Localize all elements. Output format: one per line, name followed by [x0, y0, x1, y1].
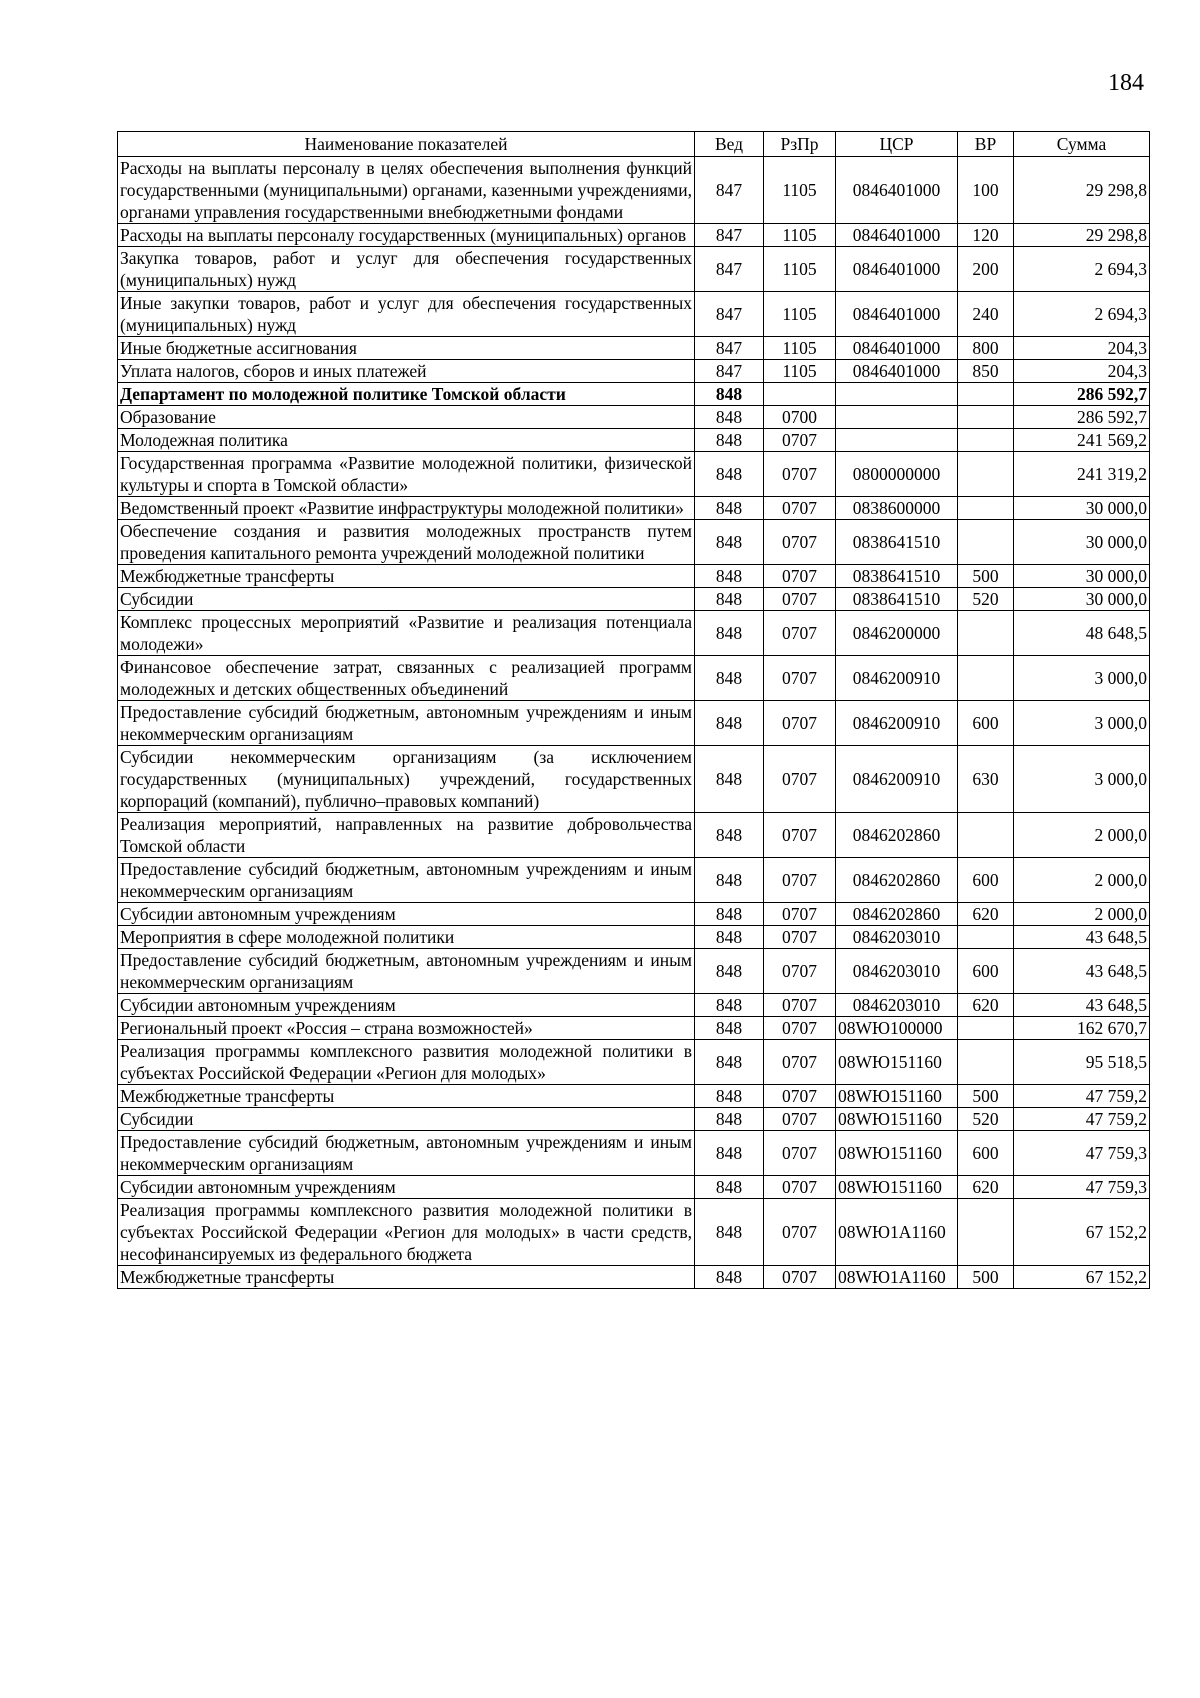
- row-sum-cell: 48 648,5: [1014, 611, 1150, 656]
- table-row: [118, 949, 1150, 994]
- row-sum-cell: 47 759,3: [1014, 1131, 1150, 1176]
- row-ved-cell: 848: [695, 926, 764, 949]
- row-rzpr-cell: 0707: [764, 452, 836, 497]
- row-name-cell: Иные бюджетные ассигнования: [118, 337, 695, 360]
- row-vr-cell: 800: [958, 337, 1014, 360]
- row-rzpr-cell: 0707: [764, 1085, 836, 1108]
- row-ved-cell: 848: [695, 1131, 764, 1176]
- table-row: [118, 1085, 1150, 1108]
- row-vr-cell: [958, 1017, 1014, 1040]
- row-csr-cell: 0846401000: [836, 224, 958, 247]
- row-name-cell: Департамент по молодежной политике Томской области: [118, 383, 695, 406]
- row-vr-cell: 600: [958, 949, 1014, 994]
- row-rzpr-cell: 0707: [764, 497, 836, 520]
- table-row: [118, 565, 1150, 588]
- row-rzpr-cell: 0707: [764, 520, 836, 565]
- row-name-cell: Субсидии: [118, 588, 695, 611]
- row-rzpr-cell: 0707: [764, 1040, 836, 1085]
- row-csr-cell: 0846401000: [836, 157, 958, 224]
- row-rzpr-cell: 1105: [764, 247, 836, 292]
- row-vr-cell: [958, 383, 1014, 406]
- row-name-cell: Государственная программа «Развитие молодежной политики, физической культуры и спорта в Томской области»: [118, 452, 695, 497]
- row-name-cell: Межбюджетные трансферты: [118, 1085, 695, 1108]
- row-ved-cell: 848: [695, 497, 764, 520]
- row-ved-cell: 848: [695, 565, 764, 588]
- row-ved-cell: 848: [695, 858, 764, 903]
- row-rzpr-cell: 0707: [764, 1108, 836, 1131]
- row-ved-cell: 848: [695, 1266, 764, 1289]
- row-ved-cell: 847: [695, 157, 764, 224]
- row-name-cell: Реализация мероприятий, направленных на развитие добровольчества Томской области: [118, 813, 695, 858]
- row-csr-cell: 0838641510: [836, 565, 958, 588]
- table-row: [118, 247, 1150, 292]
- row-name-cell: Ведомственный проект «Развитие инфраструктуры молодежной политики»: [118, 497, 695, 520]
- row-ved-cell: 848: [695, 383, 764, 406]
- row-rzpr-cell: 0707: [764, 1131, 836, 1176]
- row-name-cell: Закупка товаров, работ и услуг для обеспечения государственных (муниципальных) нужд: [118, 247, 695, 292]
- budget-table: [117, 131, 1150, 1289]
- row-ved-cell: 848: [695, 903, 764, 926]
- column-header-sum: Сумма: [1014, 132, 1150, 157]
- row-vr-cell: [958, 520, 1014, 565]
- table-row: [118, 656, 1150, 701]
- column-header-name: Наименование показателей: [118, 132, 695, 157]
- row-sum-cell: 47 759,2: [1014, 1108, 1150, 1131]
- row-rzpr-cell: 0707: [764, 1176, 836, 1199]
- table-row: [118, 520, 1150, 565]
- row-ved-cell: 847: [695, 337, 764, 360]
- row-rzpr-cell: 0707: [764, 903, 836, 926]
- row-vr-cell: 500: [958, 1266, 1014, 1289]
- row-sum-cell: 286 592,7: [1014, 406, 1150, 429]
- row-name-cell: Субсидии автономным учреждениям: [118, 994, 695, 1017]
- row-name-cell: Мероприятия в сфере молодежной политики: [118, 926, 695, 949]
- row-rzpr-cell: 0707: [764, 949, 836, 994]
- row-name-cell: Межбюджетные трансферты: [118, 565, 695, 588]
- row-ved-cell: 847: [695, 247, 764, 292]
- table-row: [118, 1176, 1150, 1199]
- row-sum-cell: 67 152,2: [1014, 1266, 1150, 1289]
- row-sum-cell: 29 298,8: [1014, 224, 1150, 247]
- row-csr-cell: 0846401000: [836, 292, 958, 337]
- row-sum-cell: 30 000,0: [1014, 565, 1150, 588]
- row-rzpr-cell: [764, 383, 836, 406]
- row-sum-cell: 2 000,0: [1014, 903, 1150, 926]
- row-vr-cell: [958, 497, 1014, 520]
- row-ved-cell: 847: [695, 360, 764, 383]
- table-row: [118, 588, 1150, 611]
- row-csr-cell: [836, 406, 958, 429]
- row-sum-cell: 43 648,5: [1014, 994, 1150, 1017]
- row-rzpr-cell: 0707: [764, 926, 836, 949]
- table-row: [118, 1131, 1150, 1176]
- row-vr-cell: 200: [958, 247, 1014, 292]
- row-rzpr-cell: 0707: [764, 994, 836, 1017]
- row-vr-cell: [958, 656, 1014, 701]
- row-ved-cell: 848: [695, 656, 764, 701]
- row-name-cell: Субсидии: [118, 1108, 695, 1131]
- row-csr-cell: 08WЮ1A1160: [836, 1266, 958, 1289]
- row-rzpr-cell: 0700: [764, 406, 836, 429]
- row-sum-cell: 2 694,3: [1014, 292, 1150, 337]
- row-vr-cell: 520: [958, 588, 1014, 611]
- row-name-cell: Предоставление субсидий бюджетным, автономным учреждениям и иным некоммерческим организациям: [118, 1131, 695, 1176]
- table-row: [118, 611, 1150, 656]
- row-sum-cell: 43 648,5: [1014, 949, 1150, 994]
- row-name-cell: Субсидии автономным учреждениям: [118, 903, 695, 926]
- row-vr-cell: 500: [958, 1085, 1014, 1108]
- row-sum-cell: 95 518,5: [1014, 1040, 1150, 1085]
- row-csr-cell: 0846202860: [836, 813, 958, 858]
- row-csr-cell: 0838600000: [836, 497, 958, 520]
- row-vr-cell: 600: [958, 858, 1014, 903]
- row-sum-cell: 47 759,3: [1014, 1176, 1150, 1199]
- row-sum-cell: 47 759,2: [1014, 1085, 1150, 1108]
- table-row: [118, 994, 1150, 1017]
- row-csr-cell: [836, 383, 958, 406]
- row-csr-cell: 0846401000: [836, 360, 958, 383]
- row-sum-cell: 241 569,2: [1014, 429, 1150, 452]
- row-vr-cell: [958, 1199, 1014, 1266]
- table-row: [118, 452, 1150, 497]
- table-row: [118, 813, 1150, 858]
- table-row: [118, 1108, 1150, 1131]
- row-ved-cell: 848: [695, 1108, 764, 1131]
- row-vr-cell: 600: [958, 1131, 1014, 1176]
- row-sum-cell: 286 592,7: [1014, 383, 1150, 406]
- row-vr-cell: 850: [958, 360, 1014, 383]
- row-sum-cell: 3 000,0: [1014, 746, 1150, 813]
- row-sum-cell: 67 152,2: [1014, 1199, 1150, 1266]
- row-rzpr-cell: 0707: [764, 611, 836, 656]
- row-vr-cell: 500: [958, 565, 1014, 588]
- row-csr-cell: 08WЮ151160: [836, 1085, 958, 1108]
- row-name-cell: Региональный проект «Россия – страна возможностей»: [118, 1017, 695, 1040]
- row-ved-cell: 848: [695, 611, 764, 656]
- row-csr-cell: 0846203010: [836, 949, 958, 994]
- row-vr-cell: 240: [958, 292, 1014, 337]
- row-csr-cell: 0846200000: [836, 611, 958, 656]
- column-header-rzpr: РзПр: [764, 132, 836, 157]
- row-csr-cell: 0846203010: [836, 926, 958, 949]
- row-rzpr-cell: 0707: [764, 1266, 836, 1289]
- row-name-cell: Иные закупки товаров, работ и услуг для обеспечения государственных (муниципальных) нужд: [118, 292, 695, 337]
- row-sum-cell: 204,3: [1014, 360, 1150, 383]
- row-ved-cell: 848: [695, 452, 764, 497]
- row-sum-cell: 2 694,3: [1014, 247, 1150, 292]
- row-ved-cell: 848: [695, 746, 764, 813]
- row-csr-cell: 0846200910: [836, 701, 958, 746]
- row-csr-cell: 08WЮ100000: [836, 1017, 958, 1040]
- row-sum-cell: 43 648,5: [1014, 926, 1150, 949]
- row-csr-cell: 0846203010: [836, 994, 958, 1017]
- row-ved-cell: 848: [695, 994, 764, 1017]
- row-sum-cell: 29 298,8: [1014, 157, 1150, 224]
- row-csr-cell: 08WЮ1A1160: [836, 1199, 958, 1266]
- row-rzpr-cell: 0707: [764, 858, 836, 903]
- row-csr-cell: 0846401000: [836, 247, 958, 292]
- column-header-ved: Вед: [695, 132, 764, 157]
- row-csr-cell: 08WЮ151160: [836, 1040, 958, 1085]
- table-row: [118, 1017, 1150, 1040]
- table-row: [118, 746, 1150, 813]
- row-vr-cell: [958, 813, 1014, 858]
- row-vr-cell: [958, 452, 1014, 497]
- row-name-cell: Расходы на выплаты персоналу государственных (муниципальных) органов: [118, 224, 695, 247]
- row-vr-cell: 620: [958, 1176, 1014, 1199]
- table-row: [118, 360, 1150, 383]
- row-rzpr-cell: 0707: [764, 429, 836, 452]
- table-row: [118, 224, 1150, 247]
- row-name-cell: Субсидии некоммерческим организациям (за исключением государственных (муниципальных) учреждений, государственных корпораций (компаний), публично–правовых компаний): [118, 746, 695, 813]
- row-ved-cell: 848: [695, 520, 764, 565]
- row-csr-cell: 0846200910: [836, 656, 958, 701]
- row-ved-cell: 848: [695, 1040, 764, 1085]
- table-row: [118, 1199, 1150, 1266]
- row-rzpr-cell: 1105: [764, 224, 836, 247]
- table-row: [118, 383, 1150, 406]
- row-csr-cell: 0800000000: [836, 452, 958, 497]
- table-row: [118, 292, 1150, 337]
- row-vr-cell: 600: [958, 701, 1014, 746]
- row-ved-cell: 848: [695, 701, 764, 746]
- table-body: [118, 157, 1150, 1289]
- table-row: [118, 858, 1150, 903]
- row-rzpr-cell: 1105: [764, 360, 836, 383]
- row-rzpr-cell: 0707: [764, 701, 836, 746]
- row-csr-cell: [836, 429, 958, 452]
- table-row: [118, 701, 1150, 746]
- table-row: [118, 903, 1150, 926]
- row-name-cell: Молодежная политика: [118, 429, 695, 452]
- table-row: [118, 429, 1150, 452]
- row-sum-cell: 162 670,7: [1014, 1017, 1150, 1040]
- row-name-cell: Предоставление субсидий бюджетным, автономным учреждениям и иным некоммерческим организациям: [118, 949, 695, 994]
- row-ved-cell: 848: [695, 1199, 764, 1266]
- row-rzpr-cell: 0707: [764, 813, 836, 858]
- row-name-cell: Финансовое обеспечение затрат, связанных с реализацией программ молодежных и детских общественных объединений: [118, 656, 695, 701]
- row-ved-cell: 847: [695, 224, 764, 247]
- table-row: [118, 926, 1150, 949]
- row-vr-cell: 100: [958, 157, 1014, 224]
- row-sum-cell: 3 000,0: [1014, 701, 1150, 746]
- row-rzpr-cell: 1105: [764, 292, 836, 337]
- row-csr-cell: 08WЮ151160: [836, 1108, 958, 1131]
- table-row: [118, 1266, 1150, 1289]
- table-row: [118, 1040, 1150, 1085]
- row-name-cell: Образование: [118, 406, 695, 429]
- row-name-cell: Обеспечение создания и развития молодежных пространств путем проведения капитального ремонта учреждений молодежной политики: [118, 520, 695, 565]
- row-sum-cell: 2 000,0: [1014, 858, 1150, 903]
- row-ved-cell: 848: [695, 406, 764, 429]
- row-csr-cell: 0846401000: [836, 337, 958, 360]
- row-rzpr-cell: 0707: [764, 656, 836, 701]
- row-csr-cell: 08WЮ151160: [836, 1131, 958, 1176]
- row-ved-cell: 848: [695, 1085, 764, 1108]
- row-vr-cell: 630: [958, 746, 1014, 813]
- column-header-vr: ВР: [958, 132, 1014, 157]
- row-csr-cell: 08WЮ151160: [836, 1176, 958, 1199]
- row-vr-cell: [958, 926, 1014, 949]
- row-name-cell: Реализация программы комплексного развития молодежной политики в субъектах Российской Федерации «Регион для молодых» в части средств, несофинансируемых из федерального бюджета: [118, 1199, 695, 1266]
- column-header-csr: ЦСР: [836, 132, 958, 157]
- row-csr-cell: 0846200910: [836, 746, 958, 813]
- row-name-cell: Межбюджетные трансферты: [118, 1266, 695, 1289]
- row-vr-cell: 120: [958, 224, 1014, 247]
- row-name-cell: Реализация программы комплексного развития молодежной политики в субъектах Российской Федерации «Регион для молодых»: [118, 1040, 695, 1085]
- table-header-row: [118, 132, 1150, 157]
- row-vr-cell: [958, 611, 1014, 656]
- row-rzpr-cell: 1105: [764, 337, 836, 360]
- row-vr-cell: [958, 1040, 1014, 1085]
- row-ved-cell: 847: [695, 292, 764, 337]
- row-name-cell: Комплекс процессных мероприятий «Развитие и реализация потенциала молодежи»: [118, 611, 695, 656]
- table-row: [118, 406, 1150, 429]
- row-vr-cell: 520: [958, 1108, 1014, 1131]
- row-sum-cell: 3 000,0: [1014, 656, 1150, 701]
- row-rzpr-cell: 0707: [764, 746, 836, 813]
- row-ved-cell: 848: [695, 813, 764, 858]
- row-name-cell: Субсидии автономным учреждениям: [118, 1176, 695, 1199]
- row-vr-cell: [958, 406, 1014, 429]
- row-sum-cell: 30 000,0: [1014, 588, 1150, 611]
- row-rzpr-cell: 0707: [764, 588, 836, 611]
- row-rzpr-cell: 0707: [764, 565, 836, 588]
- table-row: [118, 337, 1150, 360]
- row-rzpr-cell: 0707: [764, 1199, 836, 1266]
- row-vr-cell: [958, 429, 1014, 452]
- row-name-cell: Предоставление субсидий бюджетным, автономным учреждениям и иным некоммерческим организациям: [118, 701, 695, 746]
- row-csr-cell: 0838641510: [836, 588, 958, 611]
- row-vr-cell: 620: [958, 994, 1014, 1017]
- table-row: [118, 497, 1150, 520]
- row-csr-cell: 0846202860: [836, 858, 958, 903]
- row-name-cell: Уплата налогов, сборов и иных платежей: [118, 360, 695, 383]
- table-row: [118, 157, 1150, 224]
- row-sum-cell: 204,3: [1014, 337, 1150, 360]
- row-rzpr-cell: 1105: [764, 157, 836, 224]
- row-ved-cell: 848: [695, 949, 764, 994]
- row-sum-cell: 30 000,0: [1014, 520, 1150, 565]
- row-sum-cell: 2 000,0: [1014, 813, 1150, 858]
- row-ved-cell: 848: [695, 1017, 764, 1040]
- row-sum-cell: 241 319,2: [1014, 452, 1150, 497]
- row-name-cell: Предоставление субсидий бюджетным, автономным учреждениям и иным некоммерческим организациям: [118, 858, 695, 903]
- page-number: 184: [1108, 70, 1144, 96]
- row-ved-cell: 848: [695, 588, 764, 611]
- row-ved-cell: 848: [695, 429, 764, 452]
- row-name-cell: Расходы на выплаты персоналу в целях обеспечения выполнения функций государственными (муниципальными) органами, казенными учреждениями, органами управления государственными внебюджетными фондами: [118, 157, 695, 224]
- row-ved-cell: 848: [695, 1176, 764, 1199]
- row-csr-cell: 0838641510: [836, 520, 958, 565]
- row-sum-cell: 30 000,0: [1014, 497, 1150, 520]
- row-vr-cell: 620: [958, 903, 1014, 926]
- row-csr-cell: 0846202860: [836, 903, 958, 926]
- row-rzpr-cell: 0707: [764, 1017, 836, 1040]
